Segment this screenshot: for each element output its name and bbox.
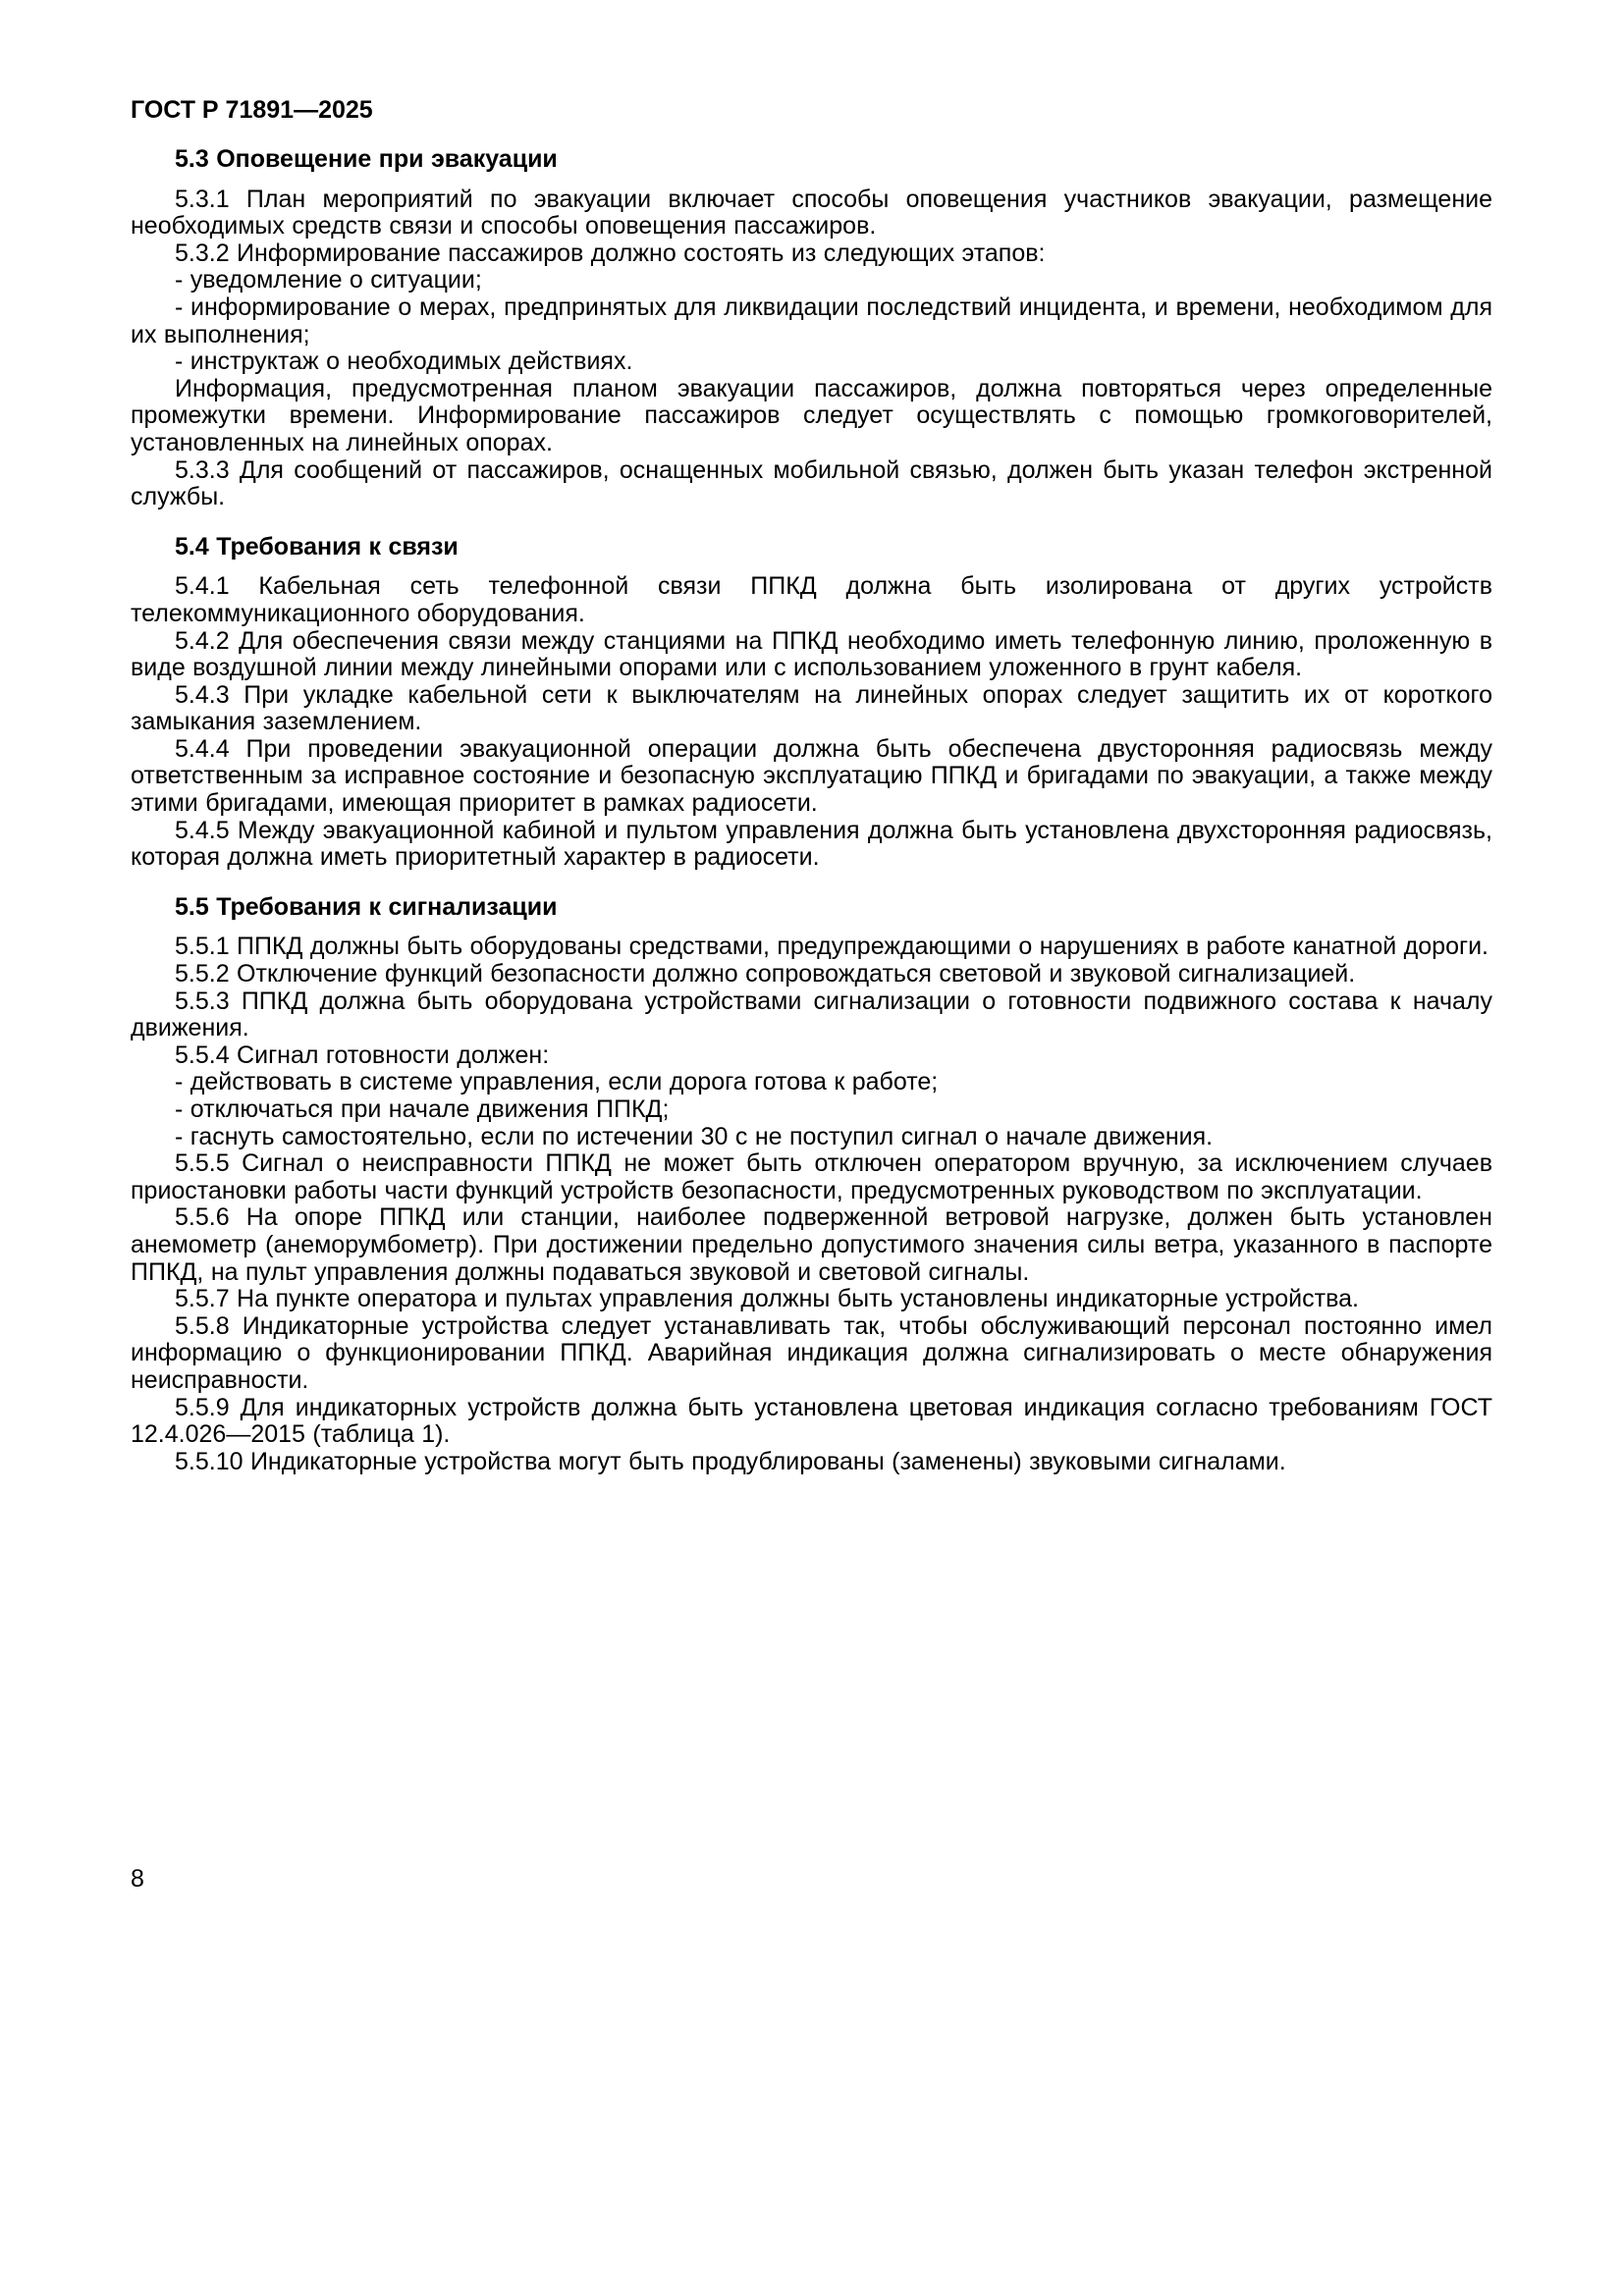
list-item: - уведомление о ситуации; [175, 266, 482, 294]
paragraph: 5.3.1 План мероприятий по эвакуации включает способы оповещения участников эвакуации, размещение необходимых средств связи и способы оповещения пассажиров. [131, 185, 1492, 240]
paragraph: 5.5.6 На опоре ППКД или станции, наиболее подверженной ветровой нагрузке, должен быть установлен анемометр (анеморумбометр). При достижении предельно допустимого значения силы ветра, указанного в паспорте ППКД, на пульт управления должны подаваться звуковой и световой сигналы. [131, 1203, 1492, 1286]
paragraph: 5.4.1 Кабельная сеть телефонной связи ППКД должна быть изолирована от других устройств телекоммуникационного оборудования. [131, 572, 1492, 627]
paragraph: 5.3.3 Для сообщений от пассажиров, оснащенных мобильной связью, должен быть указан телефон экстренной службы. [131, 455, 1492, 511]
paragraph: 5.5.8 Индикаторные устройства следует устанавливать так, чтобы обслуживающий персонал постоянно имел информацию о функционировании ППКД. Аварийная индикация должна сигнализировать о месте обнаружения неисправности. [131, 1311, 1492, 1394]
list-item: - информирование о мерах, предпринятых для ликвидации последствий инцидента, и времени, необходимом для их выполнения; [131, 293, 1492, 348]
paragraph: 5.5.2 Отключение функций безопасности должно сопровождаться световой и звуковой сигнализацией. [175, 960, 1356, 988]
paragraph: 5.3.2 Информирование пассажиров должно состоять из следующих этапов: [175, 239, 1046, 267]
page-footer [131, 1865, 144, 1893]
section-heading: 5.4 Требования к связи [175, 532, 459, 561]
standard-designation: ГОСТ Р 71891—2025 [131, 96, 373, 124]
running-header [131, 96, 1492, 124]
page-number: 8 [131, 1865, 144, 1893]
paragraph: 5.5.9 Для индикаторных устройств должна быть установлена цветовая индикация согласно требованиям ГОСТ 12.4.026—2015 (таблица 1). [131, 1393, 1492, 1449]
paragraph: 5.5.4 Сигнал готовности должен: [175, 1041, 550, 1069]
paragraph: 5.4.5 Между эвакуационной кабиной и пультом управления должна быть установлена двухсторонняя радиосвязь, которая должна иметь приоритетный характер в радиосети. [131, 816, 1492, 872]
section-heading: 5.3 Оповещение при эвакуации [175, 145, 558, 173]
paragraph: 5.5.1 ППКД должны быть оборудованы средствами, предупреждающими о нарушениях в работе канатной дороги. [175, 933, 1489, 961]
paragraph: 5.5.5 Сигнал о неисправности ППКД не может быть отключен оператором вручную, за исключением случаев приостановки работы части функций устройств безопасности, предусмотренных руководством по эксплуатации. [131, 1149, 1492, 1204]
list-item: - гаснуть самостоятельно, если по истечении 30 с не поступил сигнал о начале движения. [175, 1122, 1214, 1150]
list-item: - отключаться при начале движения ППКД; [175, 1095, 670, 1123]
paragraph: 5.4.3 При укладке кабельной сети к выключателям на линейных опорах следует защитить их от короткого замыкания заземлением. [131, 680, 1492, 736]
section-heading: 5.5 Требования к сигнализации [175, 892, 558, 921]
document-body [131, 146, 1492, 1475]
paragraph: Информация, предусмотренная планом эвакуации пассажиров, должна повторяться через определенные промежутки времени. Информирование пассажиров следует осуществлять с помощью громкоговорителей, установленных на линейных опорах. [131, 374, 1492, 456]
list-item: - действовать в системе управления, если дорога готова к работе; [175, 1068, 939, 1096]
paragraph: 5.4.2 Для обеспечения связи между станциями на ППКД необходимо иметь телефонную линию, проложенную в виде воздушной линии между линейными опорами или с использованием уложенного в грунт кабеля. [131, 626, 1492, 682]
paragraph: 5.5.10 Индикаторные устройства могут быть продублированы (заменены) звуковыми сигналами. [175, 1447, 1286, 1475]
paragraph: 5.5.7 На пункте оператора и пультах управления должны быть установлены индикаторные устройства. [175, 1285, 1359, 1313]
paragraph: 5.4.4 При проведении эвакуационной операции должна быть обеспечена двусторонняя радиосвязь между ответственным за исправное состояние и безопасную эксплуатацию ППКД и бригадами по эвакуации, а также между этими бригадами, имеющая приоритет в рамках радиосети. [131, 734, 1492, 818]
list-item: - инструктаж о необходимых действиях. [175, 347, 633, 376]
paragraph: 5.5.3 ППКД должна быть оборудована устройствами сигнализации о готовности подвижного состава к началу движения. [131, 987, 1492, 1042]
